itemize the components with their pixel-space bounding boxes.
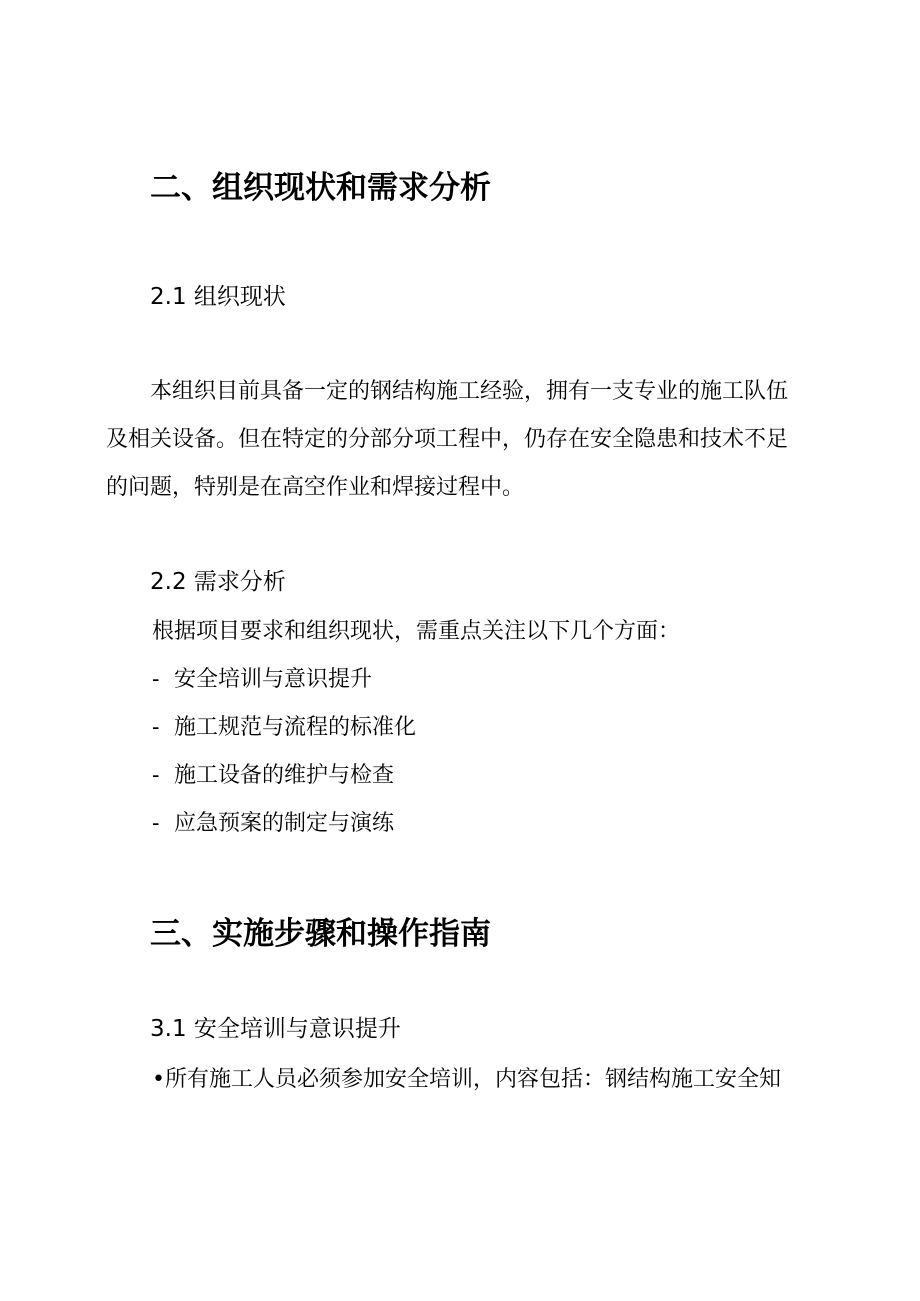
bullet-icon: • [152, 1067, 165, 1092]
list-item-text: 安全培训与意识提升 [174, 667, 373, 692]
paragraph-line: 的问题，特别是在高空作业和焊接过程中。 [106, 475, 525, 500]
section-2-2-intro: 根据项目要求和组织现状，需重点关注以下几个方面： [152, 619, 681, 644]
list-item-text: 施工设备的维护与检查 [174, 763, 395, 788]
section-2-heading: 二、组织现状和需求分析 [150, 170, 491, 206]
list-item [152, 760, 394, 792]
list-item-text: 应急预案的制定与演练 [174, 811, 395, 836]
section-3-1-heading: 3.1 安全培训与意识提升 [150, 1016, 401, 1042]
list-dash: - [152, 715, 160, 740]
section-2-1-heading: 2.1 组织现状 [150, 284, 286, 310]
bullet-item [152, 1064, 781, 1096]
list-dash: - [152, 763, 160, 788]
section-3-heading: 三、实施步骤和操作指南 [150, 916, 491, 952]
section-2-2-heading: 2.2 需求分析 [150, 569, 286, 595]
list-item [152, 808, 394, 840]
list-dash: - [152, 811, 160, 836]
paragraph-line: 本组织目前具备一定的钢结构施工经验，拥有一支专业的施工队伍 [150, 379, 789, 404]
list-item [152, 664, 372, 696]
list-item-text: 施工规范与流程的标准化 [174, 715, 417, 740]
paragraph-line: 及相关设备。但在特定的分部分项工程中，仍存在安全隐患和技术不足 [106, 427, 789, 452]
list-dash: - [152, 667, 160, 692]
section-2-1-paragraph [106, 368, 826, 512]
list-item [152, 712, 416, 744]
bullet-text: 所有施工人员必须参加安全培训，内容包括：钢结构施工安全知 [164, 1067, 781, 1092]
